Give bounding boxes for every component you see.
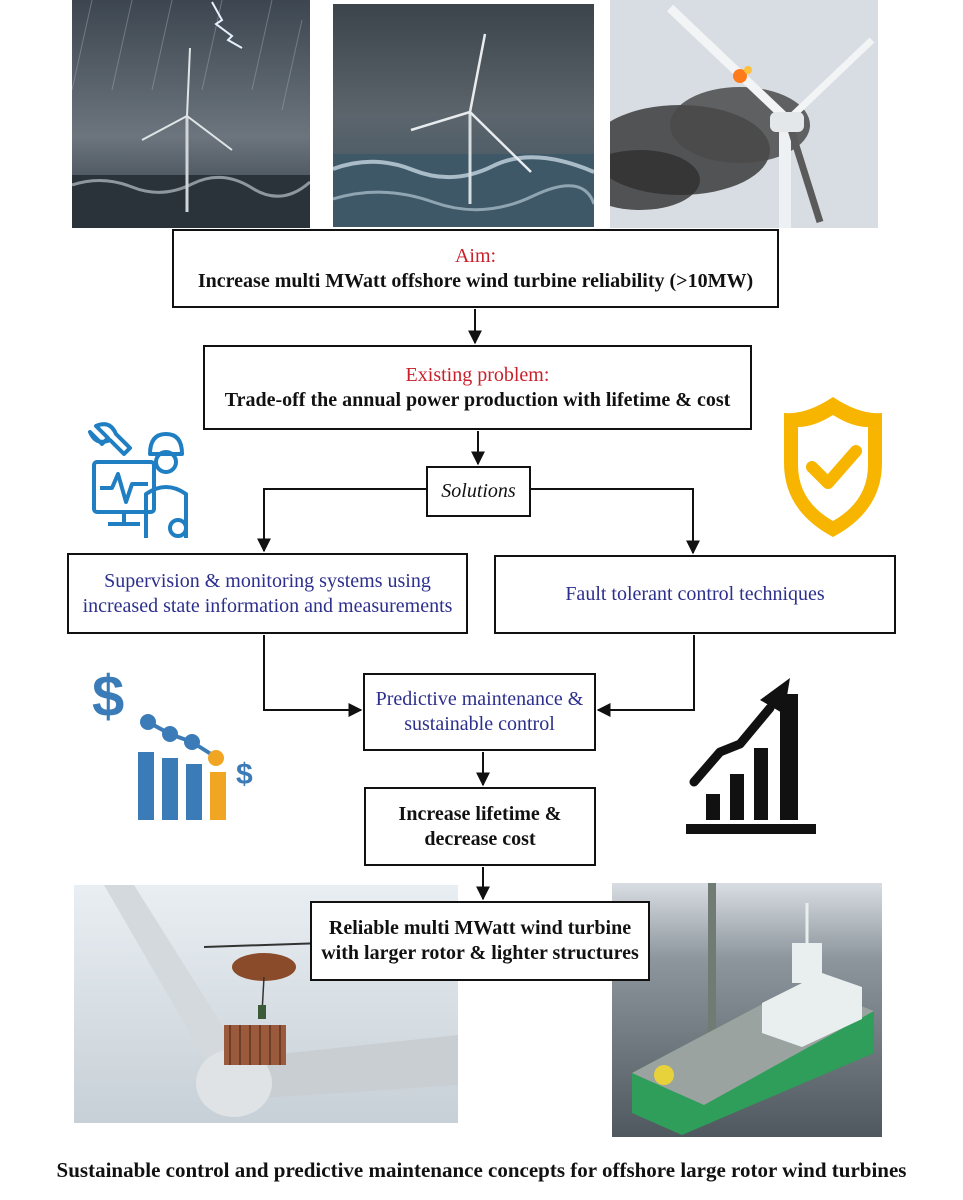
reliable-turbine-box <box>310 901 650 981</box>
solutions-box <box>426 466 531 517</box>
fault-tolerant-box <box>494 555 896 634</box>
fault-tolerant-text: Fault tolerant control techniques <box>565 583 825 605</box>
shield-check-icon <box>780 393 886 541</box>
arrow-solutions-to-fault-tolerant <box>531 489 693 553</box>
predictive-line-1: Predictive maintenance & <box>375 688 584 710</box>
cost-reduction-chart-icon <box>90 660 265 825</box>
existing-problem-box <box>203 345 752 430</box>
aim-label: Aim: <box>454 244 497 267</box>
stormy-sea-turbine-photo <box>333 4 594 227</box>
figure-caption: Sustainable control and predictive maintenance concepts for offshore large rotor wind turbines <box>56 1158 907 1182</box>
problem-label: Existing problem: <box>405 363 550 386</box>
lifetime-line-2: decrease cost <box>424 827 536 850</box>
lifetime-line-1: Increase lifetime & <box>398 802 562 825</box>
growth-chart-icon <box>680 672 820 838</box>
technician-monitor-icon <box>80 418 192 546</box>
problem-text: Trade-off the annual power production with lifetime & cost <box>224 388 731 411</box>
service-vessel-photo <box>612 883 882 1137</box>
storm-lightning-turbine-photo <box>72 0 310 228</box>
reliable-line-2: with larger rotor & lighter structures <box>321 942 639 964</box>
supervision-line-1: Supervision & monitoring systems using <box>104 569 431 592</box>
solutions-label: Solutions <box>441 480 516 502</box>
supervision-monitoring-box <box>67 553 468 634</box>
predictive-maintenance-box <box>363 673 596 751</box>
dollar-small-icon: $ <box>236 758 253 791</box>
aim-text: Increase multi MWatt offshore wind turbine reliability (>10MW) <box>197 269 754 292</box>
reliable-line-1: Reliable multi MWatt wind turbine <box>328 917 632 939</box>
increase-lifetime-box <box>364 787 596 866</box>
dollar-big-icon: $ <box>92 664 125 729</box>
supervision-line-2: increased state information and measurements <box>82 594 453 617</box>
arrow-supervision-to-predictive <box>264 635 361 710</box>
predictive-line-2: sustainable control <box>404 713 555 735</box>
burning-turbine-photo <box>610 0 878 228</box>
arrow-solutions-to-supervision <box>264 489 426 551</box>
aim-box <box>172 229 779 308</box>
